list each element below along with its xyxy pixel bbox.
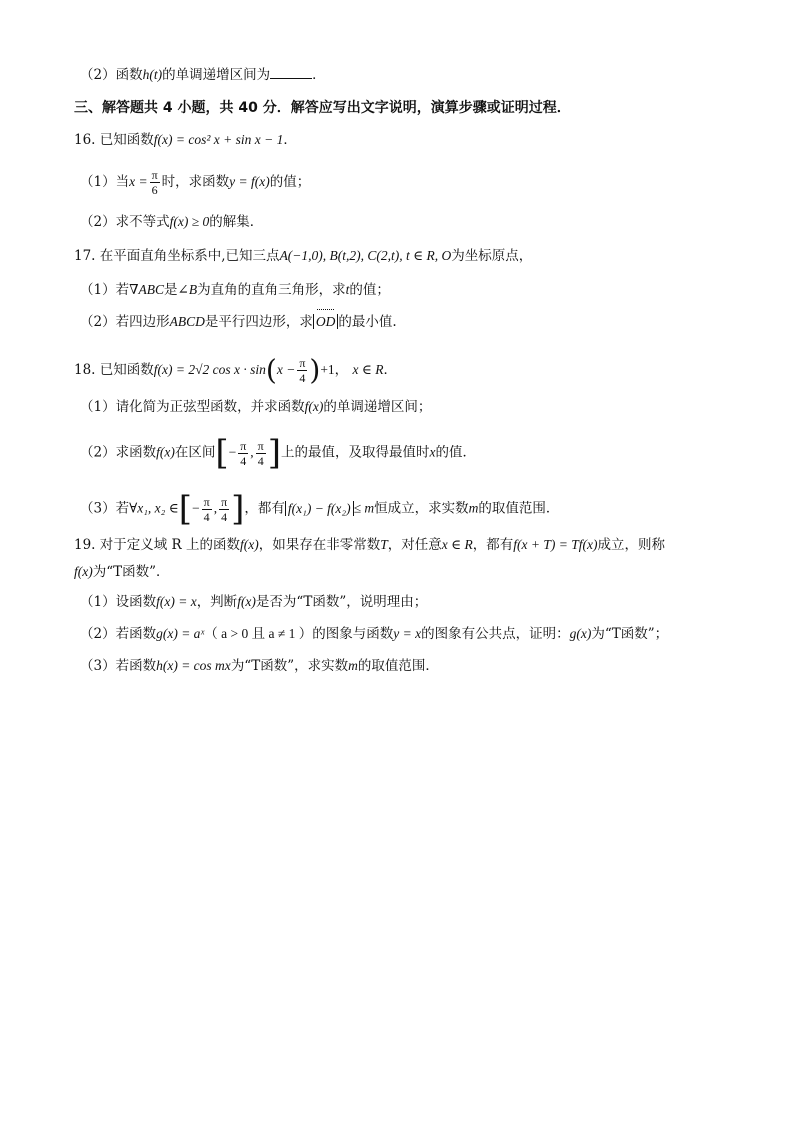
vector-magnitude: OD — [313, 314, 339, 329]
math: f(x) = cos² x + sin x − 1 — [153, 132, 284, 147]
math: h(t) — [142, 67, 163, 82]
q19-part1: （1）设函数f(x) = x，判断f(x)是否为“T函数”，说明理由； — [80, 594, 428, 610]
q18-part3: （3）若∀x₁, x₂ ∈[− $\frac{\pi}{4}$ , $\frac{\pi}{4}$ ]，都有 f(x₁) − f(x₂) ≤ m恒成立，求实数m的取值范围． — [80, 489, 560, 529]
q17-part2: （2）若四边形ABCD是平行四边形，求 OD 的最小值. — [80, 314, 397, 330]
q19-stem-line1: 19. 对于定义域 R 上的函数f(x)，如果存在非零常数T，对任意x ∈ R，都有f(x + T) = Tf(x)成立，则称 — [74, 537, 665, 553]
q19-stem-line2: f(x)为“T函数”． — [74, 564, 170, 580]
q17-part1: （1）若∇ABC是∠B为直角的直角三角形，求t的值； — [80, 282, 390, 298]
fraction: $\frac{\pi}{4}$ — [203, 494, 210, 524]
q16-part1: （1）当x = $\frac{\pi}{6}$ 时，求函数y = f(x)的值； — [80, 168, 311, 197]
section-heading: 三、解答题共 4 小题，共 40 分．解答应写出文字说明，演算步骤或证明过程． — [74, 100, 571, 116]
q15-part2: （2）函数h(t)的单调递增区间为 ． — [80, 64, 754, 85]
absolute-value: f(x₁) − f(x₂) — [285, 501, 354, 516]
fraction: $\frac{\pi}{4}$ — [299, 356, 306, 385]
q16-part2: （2）求不等式f(x) ≥ 0的解集． — [80, 214, 264, 230]
fraction: $\frac{\pi}{4}$ — [221, 494, 228, 524]
q19-part3: （3）若函数h(x) = cos mx为“T函数”，求实数m的取值范围． — [80, 658, 439, 674]
q18-part1: （1）请化简为正弦型函数，并求函数f(x)的单调递增区间； — [80, 399, 432, 415]
q18-stem: 18. 已知函数f(x) = 2√2 cos x · sin(x − $\frac{\pi}{4}$ )+1， x ∈ R． — [74, 353, 397, 387]
answer-blank — [270, 64, 312, 79]
q18-part2: （2）求函数f(x)在区间[− $\frac{\pi}{4}$ , $\frac{\pi}{4}$ ]上的最值，及取得最值时x的值． — [80, 433, 476, 473]
fraction: $\frac{\pi}{4}$ — [240, 438, 247, 468]
q17-stem: 17. 在平面直角坐标系中,已知三点A(−1,0), B(t,2), C(2,t), t ∈ R, O为坐标原点， — [74, 248, 533, 264]
fraction: $\frac{\pi}{4}$ — [257, 438, 264, 468]
q19-part2: （2）若函数g(x) = aˣ（ a > 0 且 a ≠ 1 ）的图象与函数y = x的图象有公共点，证明：g(x)为“T函数”； — [80, 626, 669, 642]
q16-stem: 16. 已知函数f(x) = cos² x + sin x − 1． — [74, 132, 297, 148]
fraction: $\frac{\pi}{6}$ — [151, 168, 158, 197]
